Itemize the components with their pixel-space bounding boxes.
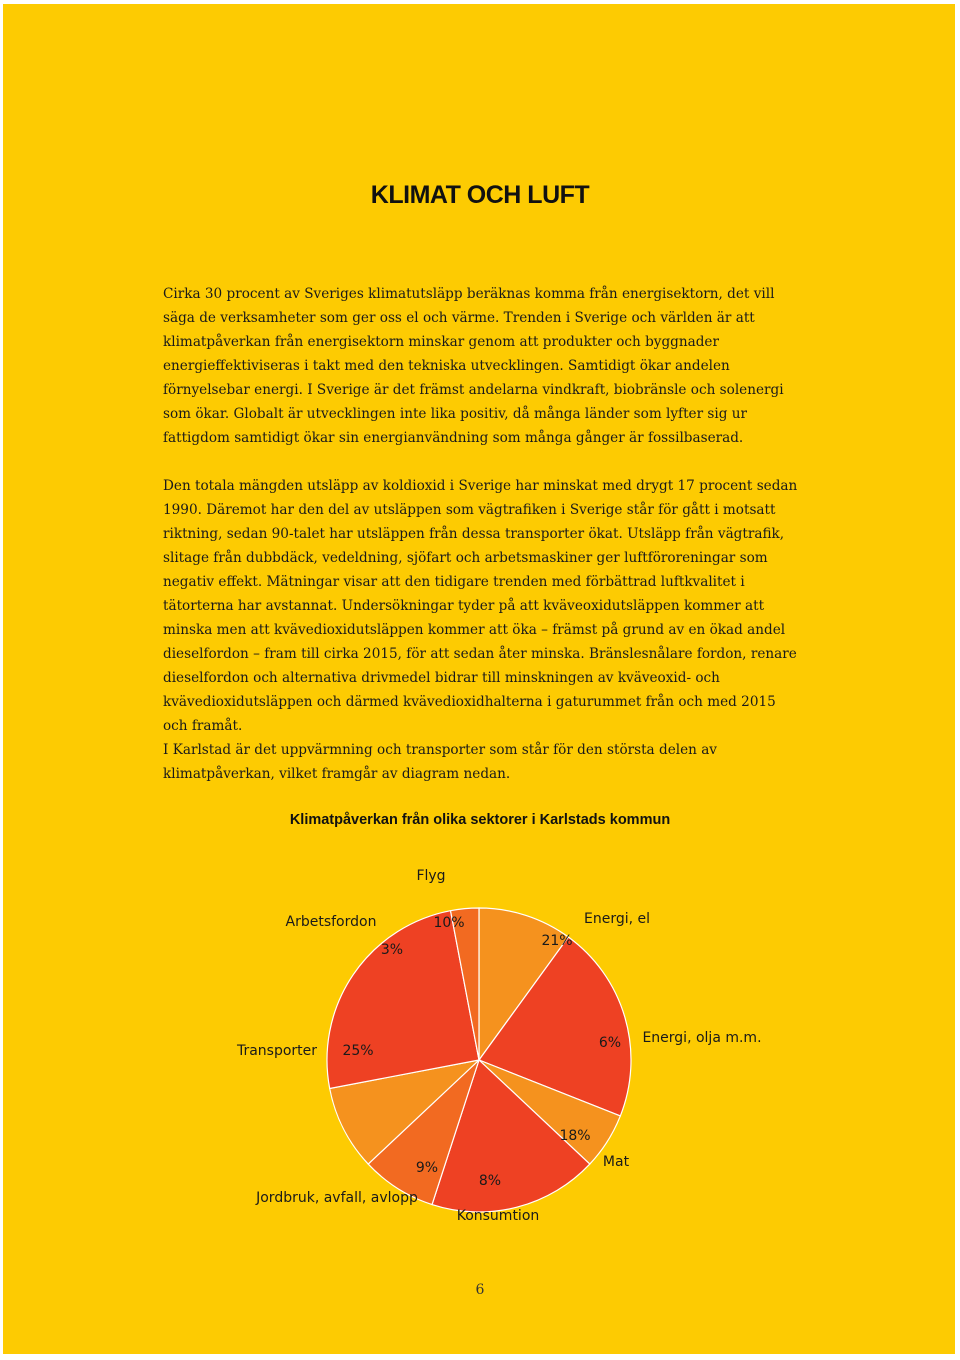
- value-label-energi-el: 21%: [541, 933, 573, 949]
- value-label-flyg: 10%: [433, 915, 465, 931]
- value-label-arbetsfordon: 3%: [380, 942, 404, 958]
- category-label-jordbruk-avfall-avlopp: Jordbruk, avfall, avlopp: [256, 1190, 418, 1206]
- value-label-transporter: 25%: [342, 1043, 374, 1059]
- category-label-konsumtion: Konsumtion: [456, 1208, 540, 1224]
- category-label-transporter: Transporter: [236, 1043, 318, 1059]
- category-label-energi-olja-m-m: Energi, olja m.m.: [642, 1030, 762, 1046]
- category-label-mat: Mat: [602, 1154, 630, 1170]
- category-label-arbetsfordon: Arbetsfordon: [285, 914, 377, 930]
- paragraph-karlstad: I Karlstad är det uppvärmning och transporter som står för den största delen av klimatpåverkan, vilket framgår av diagram nedan.: [163, 742, 717, 782]
- page-title: KLIMAT OCH LUFT: [370, 181, 590, 209]
- paragraph-energy: Cirka 30 procent av Sveriges klimatutsläpp beräknas komma från energisektorn, det vill säga de verksamheter som ger oss el och värme. Trenden i Sverige och världen är att klimatpåverkan från energisektorn minskar genom att produkter och byggnader energieffektiviseras i takt med den tekniska utvecklingen. Samtidigt ökar andelen förnyelsebar energi. I Sverige är det främst andelarna vindkraft, biobränsle och solenergi som ökar. Globalt är utvecklingen inte lika positiv, då många länder som lyfter sig ur fattigdom samtidigt ökar sin energianvändning som många gånger är fossilbaserad.: [163, 286, 784, 446]
- category-label-energi-el: Energi, el: [583, 911, 651, 927]
- paragraph-emissions: Den totala mängden utsläpp av koldioxid i Sverige har minskat med drygt 17 procent sedan 1990. Däremot har den del av utsläppen som vägtrafiken i Sverige står för gått i motsatt riktning, sedan 90-talet har utsläppen från dessa transporter ökat. Utsläpp från vägtrafik, slitage från dubbdäck, vedeldning, sjöfart och arbetsmaskiner ger luftföroreningar som negativ effekt. Mätningar visar att den tidigare trenden med förbättrad luftkvalitet i tätorterna har avstannat. Undersökningar tyder på att kväveoxidutsläppen kommer att minska men att kvävedioxidutsläppen kommer att öka – främst på grund av en ökad andel dieselfordon – fram till cirka 2015, för att sedan åter minska. Bränslesnålare fordon, renare dieselfordon och alternativa drivmedel bidrar till minskningen av kväveoxid- och kvävedioxidutsläppen och därmed kvävedioxidhalterna i gaturummet från och med 2015 och framåt.: [163, 478, 798, 734]
- chart-title: Klimatpåverkan från olika sektorer i Karlstads kommun: [289, 812, 671, 828]
- category-label-flyg: Flyg: [416, 868, 446, 884]
- value-label-energi-olja-m-m: 6%: [598, 1035, 622, 1051]
- value-label-mat: 18%: [559, 1128, 591, 1144]
- page-number: 6: [475, 1282, 485, 1298]
- value-label-konsumtion: 8%: [478, 1173, 502, 1189]
- value-label-jordbruk-avfall-avlopp: 9%: [415, 1160, 439, 1176]
